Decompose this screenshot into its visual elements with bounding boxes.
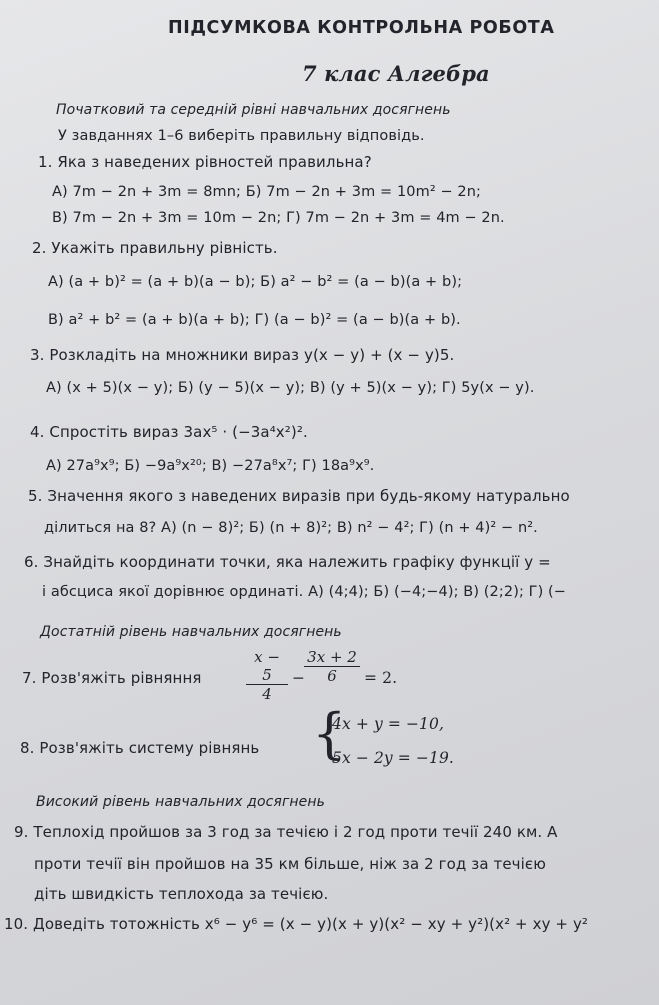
worksheet-subtitle: 7 клас Алгебра xyxy=(302,61,490,86)
question-2-options-b: В) a² + b² = (a + b)(a + b); Г) (a − b)² = (a − b)(a + b). xyxy=(48,312,461,328)
question-2-options-a: А) (a + b)² = (a + b)(a − b); Б) a² − b² = (a − b)(a + b); xyxy=(48,274,463,290)
level-sufficient-heading: Достатній рівень навчальних досягнень xyxy=(40,624,342,640)
question-9-line-3: діть швидкість теплохода за течією. xyxy=(34,885,329,903)
fraction-minus: − xyxy=(292,669,306,687)
system-equation-1: 4x + y = −10, xyxy=(332,715,444,733)
question-7: 7. Розв'яжіть рівняння xyxy=(22,669,202,687)
fraction-1-denominator: 4 xyxy=(262,685,272,703)
question-1-options-a: А) 7m − 2n + 3m = 8mn; Б) 7m − 2n + 3m = 10m² − 2n; xyxy=(52,184,482,200)
question-2: 2. Укажіть правильну рівність. xyxy=(32,239,278,257)
question-8: 8. Розв'яжіть систему рівнянь xyxy=(20,739,260,757)
question-6: 6. Знайдіть координати точки, яка належить графіку функції y = xyxy=(24,553,551,571)
question-6-options: і абсциса якої дорівнює ординаті. А) (4;4); Б) (−4;−4); В) (2;2); Г) (− xyxy=(42,584,567,600)
worksheet-title: ПІДСУМКОВА КОНТРОЛЬНА РОБОТА xyxy=(168,18,555,38)
question-5: 5. Значення якого з наведених виразів при будь-якому натурально xyxy=(28,487,570,505)
system-equation-2: 5x − 2y = −19. xyxy=(332,749,454,767)
question-4-options: А) 27a⁹x⁹; Б) −9a⁹x²⁰; В) −27a⁸x⁷; Г) 18a⁹x⁹. xyxy=(46,458,375,474)
fraction-2-denominator: 6 xyxy=(327,667,337,685)
question-10: 10. Доведіть тотожність x⁶ − y⁶ = (x − y)(x + y)(x² − xy + y²)(x² + xy + y² xyxy=(4,915,589,933)
question-4: 4. Спростіть вираз 3ax⁵ · (−3a⁴x²)². xyxy=(30,423,308,441)
system-brace: { xyxy=(312,702,347,765)
fraction-2-numerator: 3x + 2 xyxy=(304,648,360,667)
question-9: 9. Теплохід пройшов за 3 год за течією і 2 год проти течії 240 км. А xyxy=(14,823,558,841)
fraction-1-numerator: x − 5 xyxy=(246,648,288,685)
question-9-line-2: проти течії він пройшов на 35 км більше, ніж за 2 год за течією xyxy=(34,855,546,873)
question-1: 1. Яка з наведених рівностей правильна? xyxy=(38,153,372,171)
question-3-options: А) (x + 5)(x − y); Б) (y − 5)(x − y); В) (y + 5)(x − y); Г) 5y(x − y). xyxy=(46,380,535,396)
question-5-options: ділиться на 8? А) (n − 8)²; Б) (n + 8)²; В) n² − 4²; Г) (n + 4)² − n². xyxy=(44,520,538,536)
question-3: 3. Розкладіть на множники вираз y(x − y) + (x − y)5. xyxy=(30,346,455,364)
fraction-1 xyxy=(246,648,288,703)
level-initial-heading: Початковий та середній рівні навчальних досягнень xyxy=(56,102,451,118)
level-high-heading: Високий рівень навчальних досягнень xyxy=(36,794,325,810)
instructions: У завданнях 1–6 виберіть правильну відповідь. xyxy=(58,128,425,144)
question-1-options-b: В) 7m − 2n + 3m = 10m − 2n; Г) 7m − 2n + 3m = 4m − 2n. xyxy=(52,210,505,226)
fraction-2 xyxy=(304,648,360,685)
equation-rhs: = 2. xyxy=(364,669,398,687)
